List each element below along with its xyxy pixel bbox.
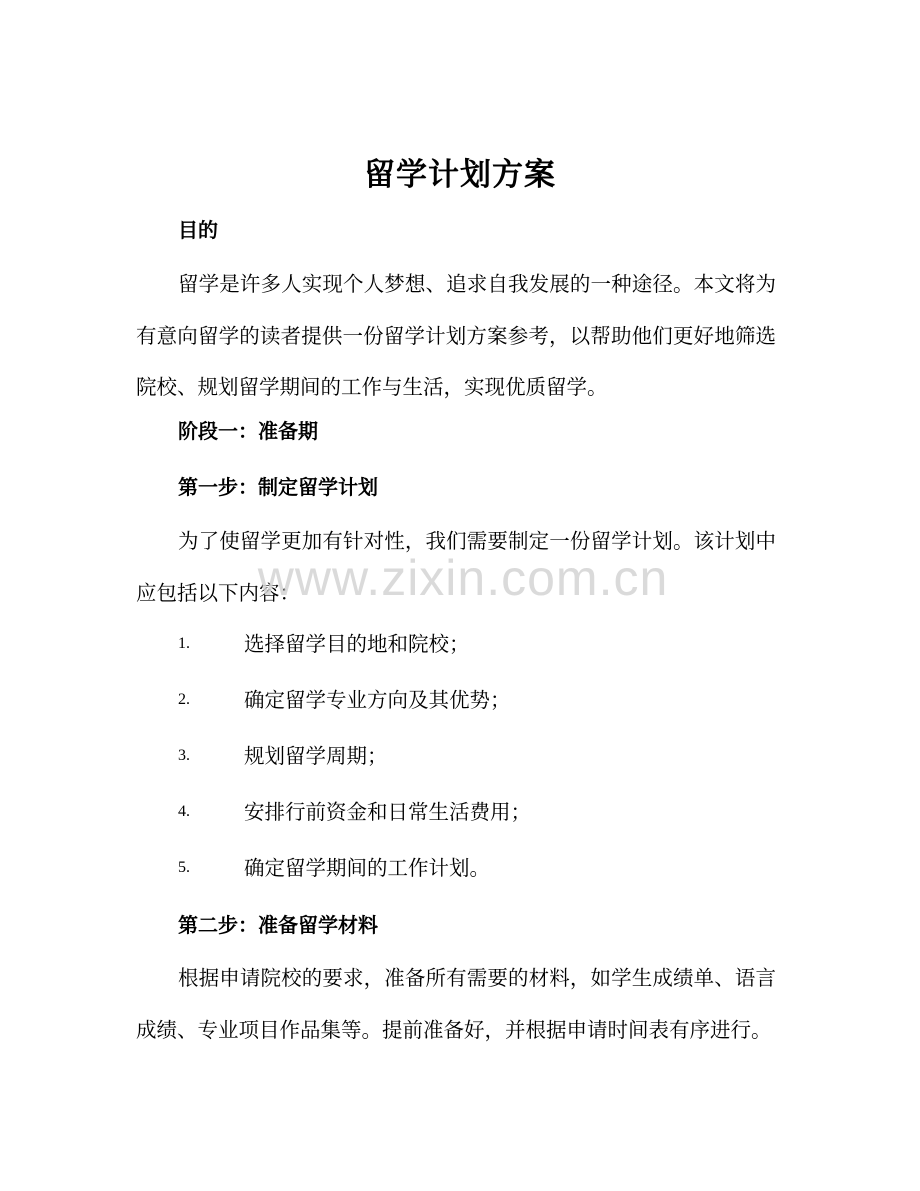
list-number: 1. xyxy=(178,635,190,652)
list-number: 2. xyxy=(178,691,190,708)
paragraph-step-one: 为了使留学更加有针对性，我们需要制定一份留学计划。该计划中应包括以下内容： xyxy=(136,529,776,605)
paragraph-purpose: 留学是许多人实现个人梦想、追求自我发展的一种途径。本文将为有意向留学的读者提供一份留学计划方案参考，以帮助他们更好地筛选院校、规划留学期间的工作与生活，实现优质留学。 xyxy=(136,272,776,399)
watermark: www.zixin.com.cn xyxy=(257,550,669,606)
list-text: 安排行前资金和日常生活费用； xyxy=(244,800,531,824)
list-number: 3. xyxy=(178,747,190,764)
heading-step-one: 第一步：制定留学计划 xyxy=(178,475,378,499)
heading-step-two: 第二步：准备留学材料 xyxy=(178,913,378,937)
document-title: 留学计划方案 xyxy=(364,157,556,193)
heading-stage-one: 阶段一：准备期 xyxy=(178,419,318,443)
list-number: 5. xyxy=(178,859,190,876)
list-text: 规划留学周期； xyxy=(244,744,388,768)
list-text: 确定留学期间的工作计划。 xyxy=(244,856,490,880)
heading-purpose: 目的 xyxy=(178,218,218,242)
list-text: 确定留学专业方向及其优势； xyxy=(244,688,511,712)
paragraph-step-two: 根据申请院校的要求，准备所有需要的材料，如学生成绩单、语言成绩、专业项目作品集等。提前准备好，并根据申请时间表有序进行。 xyxy=(136,966,776,1042)
list-text: 选择留学目的地和院校； xyxy=(244,632,470,656)
list-number: 4. xyxy=(178,803,190,820)
